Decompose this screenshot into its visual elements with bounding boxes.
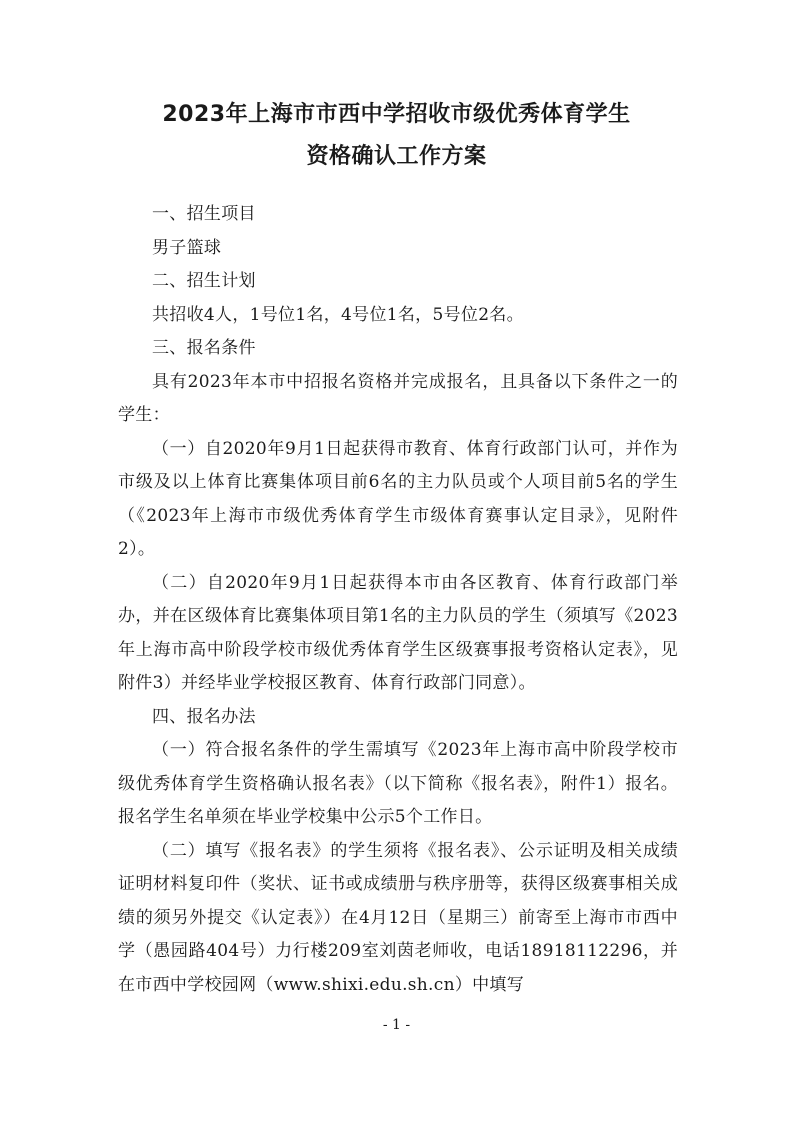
section-3-item-2: （二）自2020年9月1日起获得本市由各区教育、体育行政部门举办，并在区级体育比赛集体项目第1名的主力队员的学生（须填写《2023年上海市高中阶段学校市级优秀体育学生区级赛事报考资格认定表》，见附件3）并经毕业学校报区教育、体育行政部门同意）。 [118,572,678,693]
title-line-2: 资格确认工作方案 [306,144,487,169]
title-line-1: 2023年上海市市西中学招收市级优秀体育学生 [162,102,631,127]
section-3-intro: 具有2023年本市中招报名资格并完成报名，且具备以下条件之一的学生： [118,371,678,425]
document-body [118,198,678,1002]
document-title [0,94,793,178]
section-4-item-2: （二）填写《报名表》的学生须将《报名表》、公示证明及相关成绩证明材料复印件（奖状、证书或成绩册与秩序册等，获得区级赛事相关成绩的须另外提交《认定表》）在4月12日（星期三）前寄至上海市市西中学（愚园路404号）力行楼209室刘茵老师收，电话18918112296，并在市西中学校园网（www.shixi.edu.sh.cn）中填写 [118,840,678,995]
section-4-item-1: （一）符合报名条件的学生需填写《2023年上海市高中阶段学校市级优秀体育学生资格确认报名表》（以下简称《报名表》，附件1）报名。报名学生名单须在毕业学校集中公示5个工作日。 [118,740,678,827]
section-1-body: 男子篮球 [152,237,222,258]
section-3-item-1: （一）自2020年9月1日起获得市教育、体育行政部门认可，并作为市级及以上体育比赛集体项目前6名的主力队员或个人项目前5名的学生（《2023年上海市市级优秀体育学生市级体育赛事认定目录》，见附件2）。 [118,438,678,559]
section-3-heading: 三、报名条件 [152,338,256,358]
section-1-heading: 一、招生项目 [152,204,256,224]
page-number: - 1 - [382,1017,411,1033]
section-2-heading: 二、招生计划 [152,271,256,291]
section-2-body: 共招收4人，1号位1名，4号位1名，5号位2名。 [152,304,524,325]
section-4-heading: 四、报名办法 [152,706,256,727]
